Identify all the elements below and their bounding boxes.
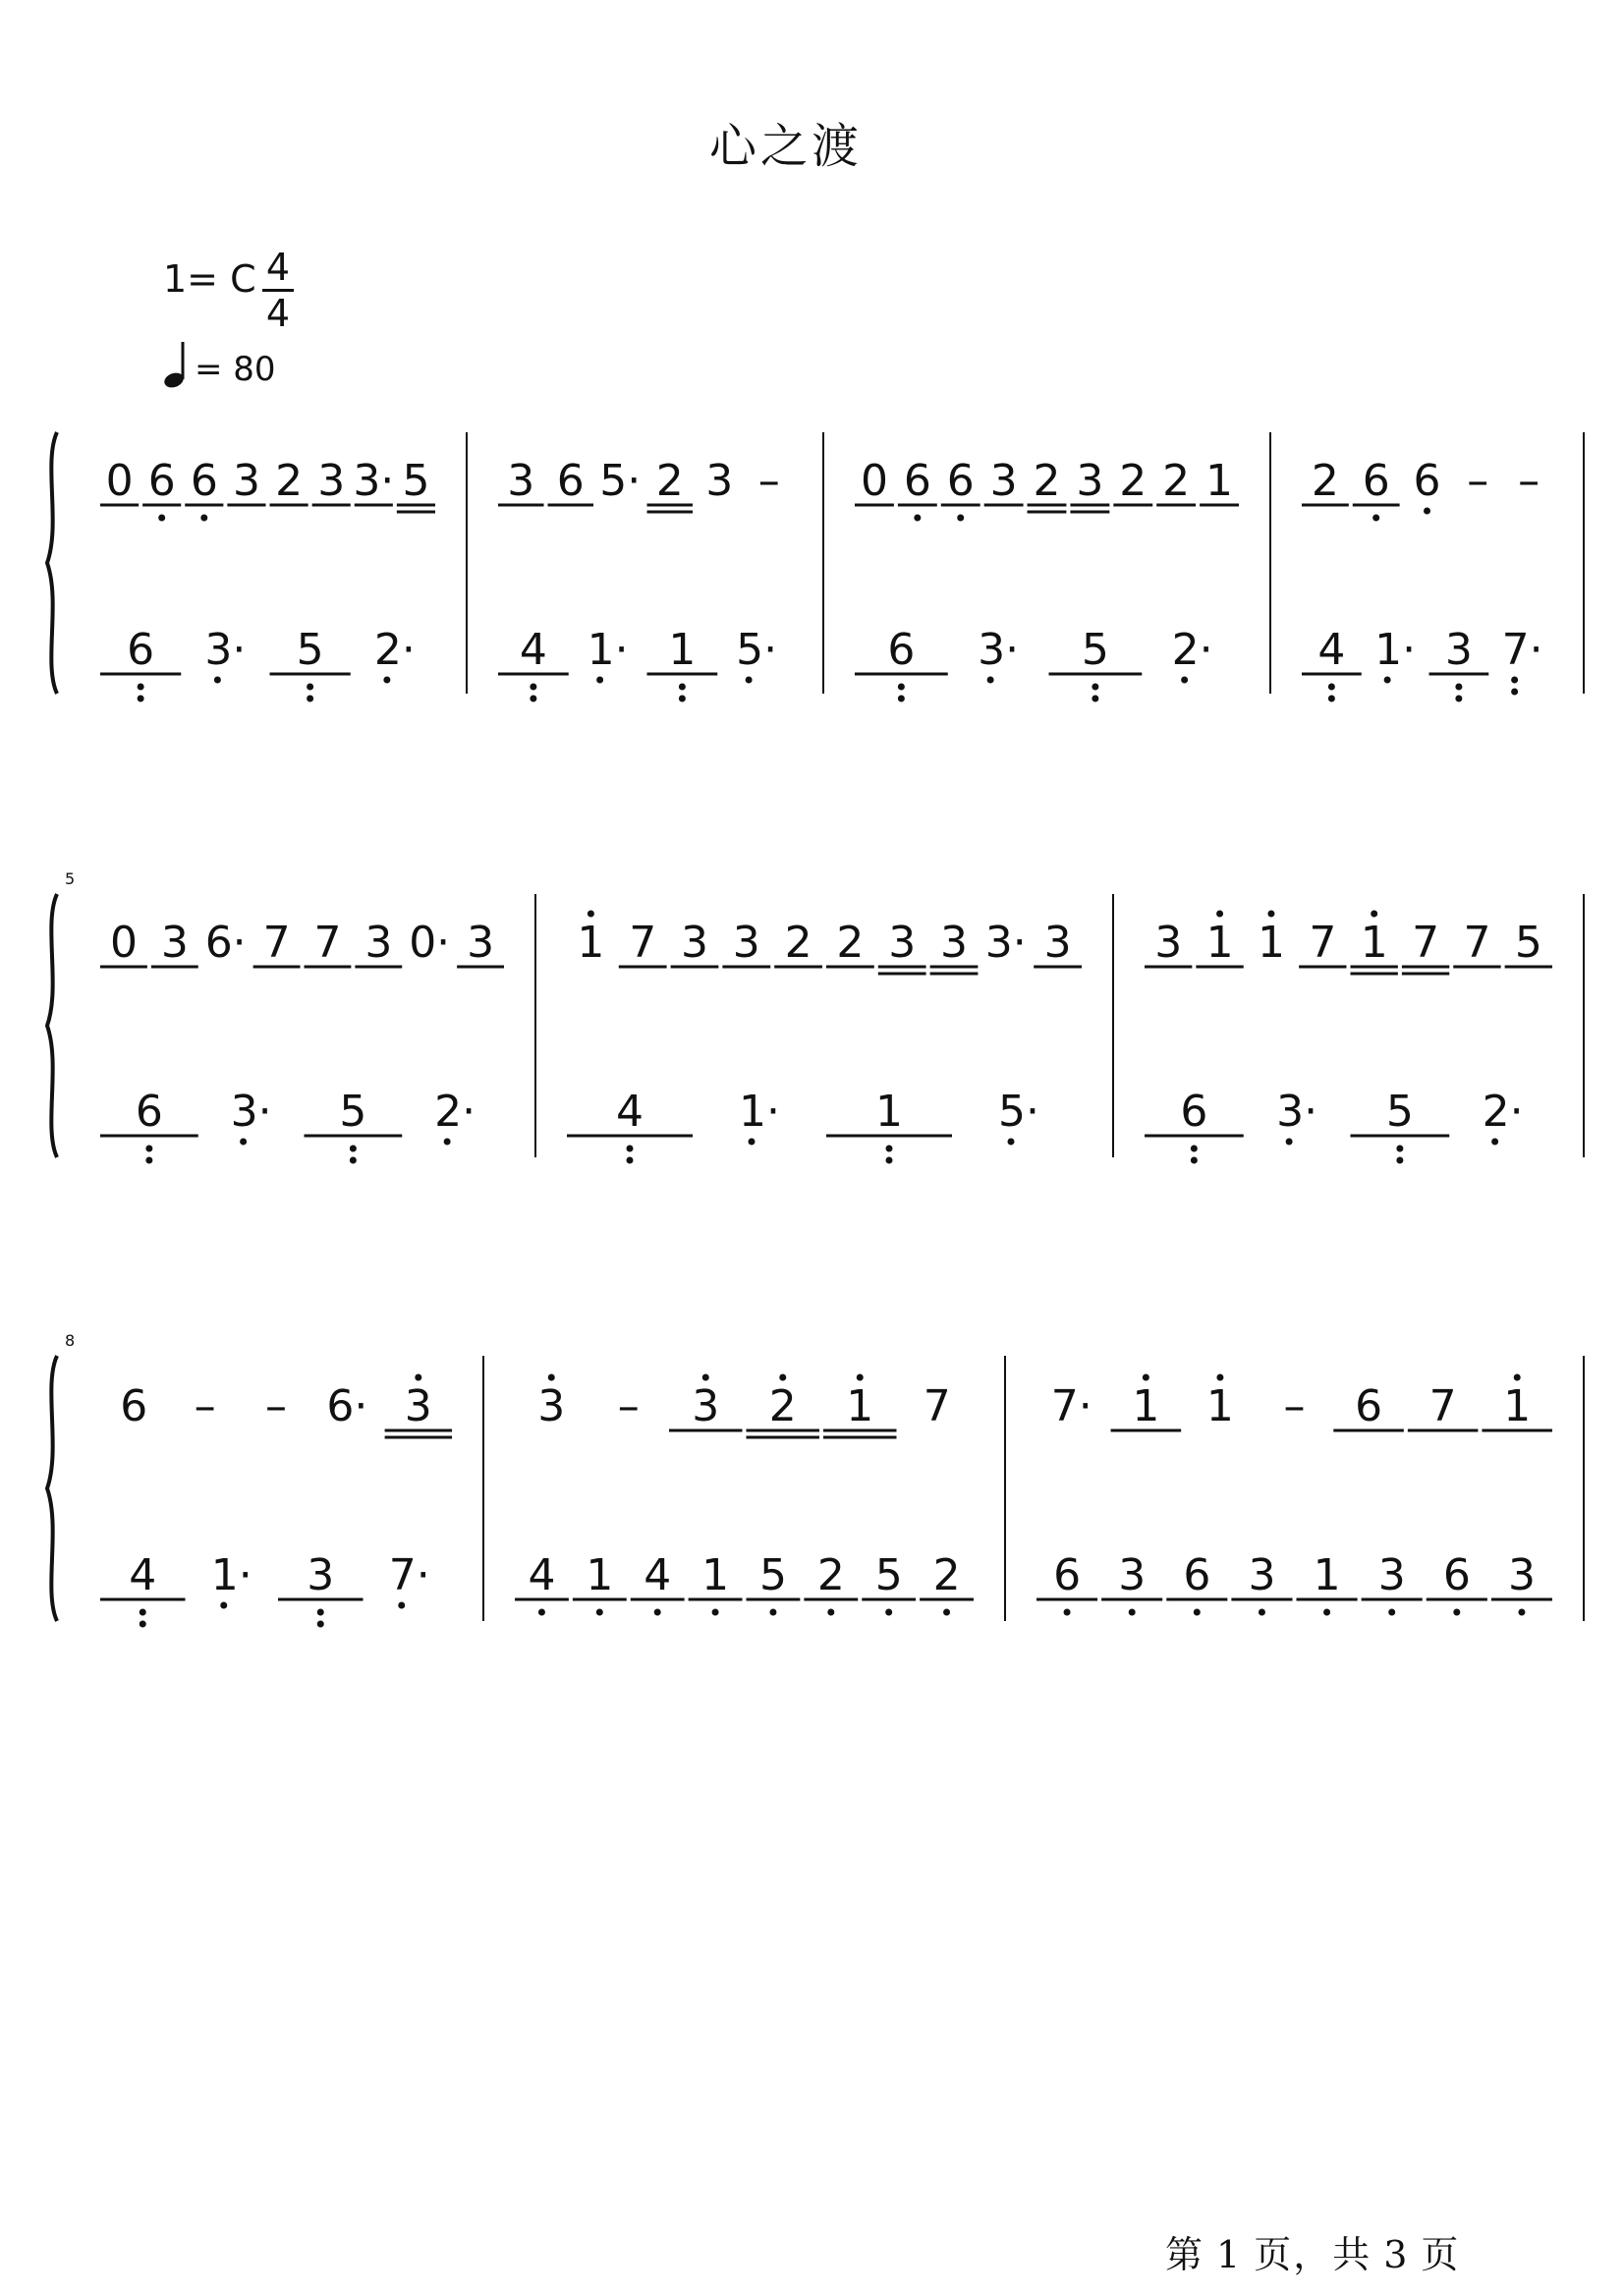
lower-note: 1 xyxy=(1313,1550,1341,1600)
lower-note: 2· xyxy=(1482,1087,1524,1137)
high-octave-dot xyxy=(548,1374,555,1381)
low-octave-dot xyxy=(627,1157,634,1164)
upper-note: 3 xyxy=(232,456,260,506)
low-octave-dot xyxy=(914,515,921,522)
low-octave-dot xyxy=(1511,689,1518,696)
upper-note: – xyxy=(617,1381,640,1431)
upper-note: 2 xyxy=(1162,456,1191,506)
lower-note: 5· xyxy=(998,1087,1039,1137)
lower-note: 5· xyxy=(736,625,778,675)
key-signature: 1= C xyxy=(163,257,256,301)
low-octave-dot xyxy=(1328,684,1335,691)
meter-numerator: 4 xyxy=(265,246,291,289)
upper-note: 5 xyxy=(402,456,430,506)
high-octave-dot xyxy=(779,1374,786,1381)
upper-note: 0· xyxy=(409,918,451,968)
upper-note: 3· xyxy=(353,456,395,506)
lower-note: 6 xyxy=(887,625,916,675)
lower-note: 1 xyxy=(701,1550,730,1600)
low-octave-dot xyxy=(654,1609,661,1616)
high-octave-dot xyxy=(1371,911,1377,918)
upper-note: 6 xyxy=(1355,1381,1383,1431)
upper-note: 1 xyxy=(846,1381,874,1431)
upper-note: 6 xyxy=(556,456,585,506)
lower-note: 4 xyxy=(528,1550,556,1600)
tempo-value: = 80 xyxy=(195,350,276,389)
lower-note: 1 xyxy=(586,1550,614,1600)
low-octave-dot xyxy=(307,696,313,702)
low-octave-dot xyxy=(140,1621,146,1628)
low-octave-dot xyxy=(138,684,144,691)
upper-note: 7 xyxy=(313,918,342,968)
upper-note: 7 xyxy=(629,918,657,968)
upper-note: 3 xyxy=(705,456,734,506)
upper-note: 3 xyxy=(732,918,760,968)
high-octave-dot xyxy=(702,1374,709,1381)
high-octave-dot xyxy=(1267,911,1274,918)
upper-note: 3 xyxy=(1076,456,1104,506)
upper-note: 3 xyxy=(692,1381,720,1431)
upper-note: 1 xyxy=(1503,1381,1532,1431)
low-octave-dot xyxy=(444,1139,451,1146)
low-octave-dot xyxy=(1286,1139,1293,1146)
lower-note: 5 xyxy=(296,625,324,675)
low-octave-dot xyxy=(943,1609,950,1616)
upper-note: 1 xyxy=(1205,918,1234,968)
low-octave-dot xyxy=(240,1139,247,1146)
low-octave-dot xyxy=(145,1157,152,1164)
upper-note: – xyxy=(757,456,780,506)
upper-note: 3 xyxy=(1043,918,1072,968)
low-octave-dot xyxy=(1092,696,1098,702)
upper-note: 5· xyxy=(599,456,642,506)
upper-note: 7 xyxy=(1428,1381,1457,1431)
high-octave-dot xyxy=(857,1374,864,1381)
low-octave-dot xyxy=(898,696,905,702)
low-octave-dot xyxy=(769,1609,776,1616)
lower-note: 7· xyxy=(388,1550,430,1600)
upper-note: 6 xyxy=(946,456,975,506)
lower-note: 2· xyxy=(1171,625,1213,675)
lower-note: 3· xyxy=(230,1087,272,1137)
upper-note: 0 xyxy=(109,918,138,968)
low-octave-dot xyxy=(827,1609,834,1616)
upper-note: 3 xyxy=(467,918,495,968)
song-title: 心之渡 xyxy=(708,119,863,174)
measure-number: 8 xyxy=(65,1331,76,1350)
low-octave-dot xyxy=(138,696,144,702)
low-octave-dot xyxy=(1008,1139,1015,1146)
upper-note: 7 xyxy=(1412,918,1440,968)
low-octave-dot xyxy=(886,1157,893,1164)
lower-note: 6 xyxy=(127,625,155,675)
upper-note: 3· xyxy=(984,918,1027,968)
meter-denominator: 4 xyxy=(265,292,291,335)
low-octave-dot xyxy=(220,1602,227,1609)
upper-note: 2 xyxy=(836,918,865,968)
low-octave-dot xyxy=(712,1609,719,1616)
low-octave-dot xyxy=(1259,1609,1265,1616)
upper-note: 0 xyxy=(860,456,888,506)
upper-note: 3 xyxy=(404,1381,432,1431)
low-octave-dot xyxy=(1511,677,1518,684)
footer-mid: 页，共 xyxy=(1254,2233,1372,2276)
lower-note: 3 xyxy=(1444,625,1473,675)
lower-note: 4 xyxy=(616,1087,644,1137)
low-octave-dot xyxy=(317,1621,324,1628)
low-octave-dot xyxy=(307,684,313,691)
low-octave-dot xyxy=(1424,508,1430,515)
upper-note: 2 xyxy=(1311,456,1339,506)
lower-note: 3 xyxy=(307,1550,335,1600)
upper-note: 7 xyxy=(262,918,291,968)
low-octave-dot xyxy=(987,677,994,684)
upper-note: 7 xyxy=(1463,918,1491,968)
upper-note: 1 xyxy=(1205,1381,1234,1431)
low-octave-dot xyxy=(538,1609,545,1616)
high-octave-dot xyxy=(415,1374,421,1381)
low-octave-dot xyxy=(140,1609,146,1616)
low-octave-dot xyxy=(1396,1157,1403,1164)
low-octave-dot xyxy=(317,1609,324,1616)
low-octave-dot xyxy=(200,515,207,522)
upper-note: 3 xyxy=(160,918,189,968)
upper-note: – xyxy=(1518,456,1540,506)
low-octave-dot xyxy=(1388,1609,1395,1616)
upper-note: 2 xyxy=(655,456,684,506)
upper-note: 7· xyxy=(1050,1381,1092,1431)
lower-note: 1· xyxy=(210,1550,252,1600)
upper-note: 6 xyxy=(903,456,931,506)
upper-note: 3 xyxy=(681,918,708,968)
upper-note: 1 xyxy=(577,918,605,968)
upper-note: 6 xyxy=(120,1381,148,1431)
low-octave-dot xyxy=(627,1146,634,1152)
upper-note: 6 xyxy=(1362,456,1390,506)
low-octave-dot xyxy=(1194,1609,1201,1616)
low-octave-dot xyxy=(350,1146,357,1152)
upper-note: 6· xyxy=(326,1381,368,1431)
upper-note: 3 xyxy=(364,918,393,968)
upper-note: 3 xyxy=(317,456,346,506)
lower-note: 6 xyxy=(1183,1550,1211,1600)
low-octave-dot xyxy=(679,684,686,691)
lower-note: 2 xyxy=(816,1550,845,1600)
low-octave-dot xyxy=(1328,696,1335,702)
lower-note: 3· xyxy=(204,625,247,675)
lower-note: 1 xyxy=(875,1087,903,1137)
lower-note: 5 xyxy=(339,1087,367,1137)
upper-note: 3 xyxy=(940,918,968,968)
system-brace xyxy=(47,1356,57,1621)
low-octave-dot xyxy=(398,1602,405,1609)
upper-note: 6· xyxy=(204,918,247,968)
low-octave-dot xyxy=(1455,684,1462,691)
low-octave-dot xyxy=(1372,515,1379,522)
lower-note: 3· xyxy=(1276,1087,1318,1137)
upper-note: 6 xyxy=(1413,456,1441,506)
lower-note: 5 xyxy=(1385,1087,1414,1137)
lower-note: 4 xyxy=(519,625,547,675)
footer-page-number: 1 xyxy=(1216,2233,1243,2276)
lower-note: 2 xyxy=(932,1550,961,1600)
low-octave-dot xyxy=(1064,1609,1071,1616)
upper-note: 3 xyxy=(507,456,535,506)
lower-note: 7· xyxy=(1501,625,1543,675)
low-octave-dot xyxy=(145,1146,152,1152)
upper-note: 3 xyxy=(537,1381,566,1431)
footer-prefix: 第 xyxy=(1165,2233,1205,2276)
low-octave-dot xyxy=(158,515,165,522)
lower-note: 3 xyxy=(1118,1550,1147,1600)
system-brace xyxy=(47,894,57,1157)
upper-note: 2 xyxy=(784,918,812,968)
low-octave-dot xyxy=(1092,684,1098,691)
lower-note: 2· xyxy=(373,625,416,675)
lower-note: 3 xyxy=(1507,1550,1536,1600)
low-octave-dot xyxy=(1191,1146,1198,1152)
upper-note: 1 xyxy=(1132,1381,1160,1431)
low-octave-dot xyxy=(383,677,390,684)
low-octave-dot xyxy=(1323,1609,1330,1616)
high-octave-dot xyxy=(1143,1374,1149,1381)
upper-note: 6 xyxy=(190,456,218,506)
lower-note: 1 xyxy=(668,625,697,675)
low-octave-dot xyxy=(1453,1609,1460,1616)
upper-note: 2 xyxy=(275,456,304,506)
low-octave-dot xyxy=(1396,1146,1403,1152)
upper-note: 1 xyxy=(1360,918,1388,968)
low-octave-dot xyxy=(596,1609,603,1616)
high-octave-dot xyxy=(588,911,594,918)
lower-note: 5 xyxy=(1081,625,1109,675)
upper-note: 3 xyxy=(1154,918,1183,968)
low-octave-dot xyxy=(1384,677,1391,684)
high-octave-dot xyxy=(1514,1374,1521,1381)
low-octave-dot xyxy=(746,677,753,684)
upper-note: 2 xyxy=(768,1381,797,1431)
low-octave-dot xyxy=(679,696,686,702)
upper-note: 7 xyxy=(923,1381,951,1431)
lower-note: 2· xyxy=(434,1087,476,1137)
lower-note: 6 xyxy=(1442,1550,1471,1600)
upper-note: – xyxy=(1467,456,1489,506)
lower-note: 5 xyxy=(758,1550,787,1600)
low-octave-dot xyxy=(1518,1609,1525,1616)
lower-note: 4 xyxy=(129,1550,157,1600)
upper-note: – xyxy=(265,1381,287,1431)
upper-note: – xyxy=(1283,1381,1306,1431)
footer-suffix: 页 xyxy=(1421,2233,1461,2276)
lower-note: 3 xyxy=(1377,1550,1406,1600)
upper-note: 7 xyxy=(1309,918,1337,968)
high-octave-dot xyxy=(1216,1374,1223,1381)
system-brace xyxy=(47,432,57,694)
low-octave-dot xyxy=(214,677,221,684)
lower-note: 6 xyxy=(1053,1550,1082,1600)
upper-note: 3 xyxy=(989,456,1018,506)
lower-note: 4 xyxy=(644,1550,672,1600)
low-octave-dot xyxy=(749,1139,756,1146)
low-octave-dot xyxy=(1455,696,1462,702)
upper-note: 1 xyxy=(1205,456,1234,506)
lower-note: 6 xyxy=(135,1087,163,1137)
upper-note: 1 xyxy=(1257,918,1285,968)
high-octave-dot xyxy=(1216,911,1223,918)
low-octave-dot xyxy=(350,1157,357,1164)
low-octave-dot xyxy=(596,677,603,684)
upper-note: 0 xyxy=(105,456,134,506)
measure-number: 5 xyxy=(65,869,76,888)
low-octave-dot xyxy=(898,684,905,691)
upper-note: 2 xyxy=(1033,456,1061,506)
low-octave-dot xyxy=(885,1609,892,1616)
low-octave-dot xyxy=(530,696,536,702)
upper-note: 5 xyxy=(1514,918,1542,968)
page-footer xyxy=(1159,2224,1466,2278)
low-octave-dot xyxy=(957,515,964,522)
upper-note: 2 xyxy=(1119,456,1148,506)
upper-note: 6 xyxy=(147,456,176,506)
low-octave-dot xyxy=(530,684,536,691)
lower-note: 1· xyxy=(587,625,629,675)
lower-note: 1· xyxy=(739,1087,780,1137)
low-octave-dot xyxy=(1129,1609,1136,1616)
low-octave-dot xyxy=(1191,1157,1198,1164)
lower-note: 3· xyxy=(978,625,1020,675)
lower-note: 5 xyxy=(874,1550,903,1600)
low-octave-dot xyxy=(1491,1139,1498,1146)
lower-note: 1· xyxy=(1374,625,1417,675)
lower-note: 4 xyxy=(1317,625,1346,675)
lower-note: 6 xyxy=(1180,1087,1208,1137)
footer-total-pages: 3 xyxy=(1383,2233,1410,2276)
low-octave-dot xyxy=(1181,677,1188,684)
lower-note: 3 xyxy=(1248,1550,1276,1600)
low-octave-dot xyxy=(886,1146,893,1152)
upper-note: – xyxy=(194,1381,216,1431)
upper-note: 3 xyxy=(888,918,917,968)
